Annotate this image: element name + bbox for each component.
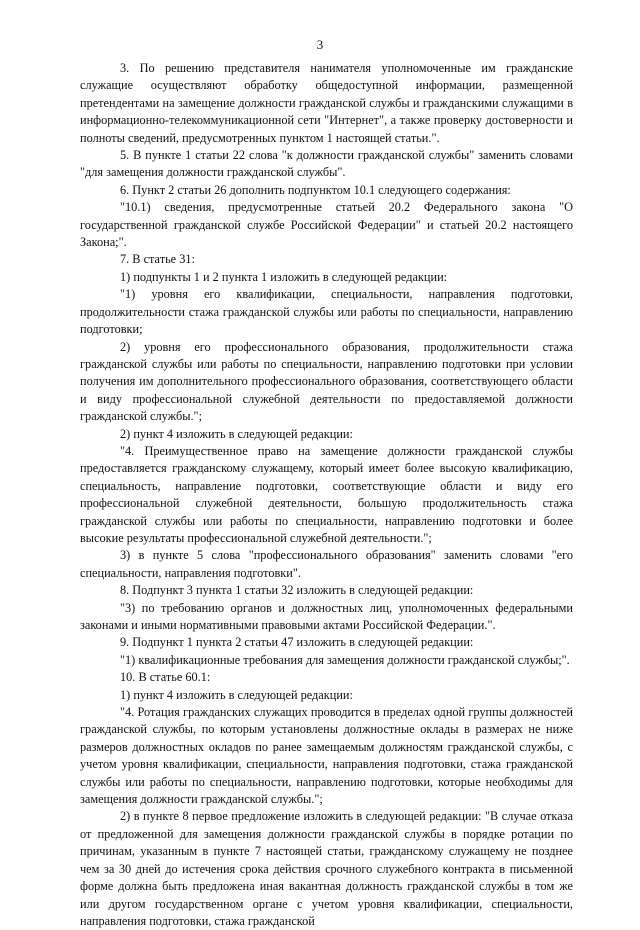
paragraph: "3) по требованию органов и должностных лиц, уполномоченных федеральными законами и иными нормативными правовыми актами Российской Федерации.". bbox=[80, 600, 573, 632]
paragraph: 1) подпункты 1 и 2 пункта 1 изложить в следующей редакции: bbox=[120, 269, 448, 284]
paragraph: 5. В пункте 1 статьи 22 слова "к должности гражданской службы" заменить словами "для замещения должности гражданской службы". bbox=[80, 148, 573, 180]
paragraph: "4. Преимущественное право на замещение должности гражданской службы предоставляется гражданскому служащему, который имеет более высокую квалификацию, специальность, направление подготовки, соответствующие области и виду его профессиональной служебной деятельности, большую продолжительность стажа гражданской службы или работы по специальности, направлению подготовки и более высокие результаты профессиональной служебной деятельности."; bbox=[80, 443, 573, 545]
paragraph: 8. Подпункт 3 пункта 1 статьи 32 изложить в следующей редакции: bbox=[120, 583, 474, 598]
paragraph: 1) пункт 4 изложить в следующей редакции: bbox=[120, 687, 353, 702]
document-body bbox=[80, 60, 573, 930]
paragraph: 3. По решению представителя нанимателя уполномоченные им гражданские служащие осуществляют обработку общедоступной информации, размещенной претендентами на замещение должности гражданской службы и гражданскими служащими в информационно-телекоммуникационной сети "Интернет", а также проверку достоверности и полноты сведений, предусмотренных пунктом 1 настоящей статьи.". bbox=[80, 61, 573, 145]
paragraph: 2) уровня его профессионального образования, продолжительности стажа гражданской службы или работы по специальности, направлению подготовки при условии получения им дополнительного профессионального образования, соответствующего области и виду профессиональной служебной деятельности по предоставляемой должности гражданской службы."; bbox=[80, 339, 573, 424]
paragraph: 10. В статье 60.1: bbox=[120, 670, 211, 685]
paragraph: 6. Пункт 2 статьи 26 дополнить подпунктом 10.1 следующего содержания: bbox=[120, 182, 511, 197]
paragraph: 2) пункт 4 изложить в следующей редакции: bbox=[120, 426, 353, 441]
paragraph: "10.1) сведения, предусмотренные статьей 20.2 Федерального закона "О государственной гражданской службе Российской Федерации" и статьей 20.2 настоящего Закона;". bbox=[80, 200, 573, 250]
page-number: 3 bbox=[316, 37, 324, 52]
paragraph: "1) уровня его квалификации, специальности, направления подготовки, продолжительности стажа гражданской службы или работы по специальности, направлению подготовки; bbox=[80, 287, 573, 337]
paragraph: 7. В статье 31: bbox=[120, 252, 195, 267]
paragraph: 3) в пункте 5 слова "профессионального образования" заменить словами "его специальности, направления подготовки". bbox=[80, 548, 573, 580]
paragraph: 9. Подпункт 1 пункта 2 статьи 47 изложить в следующей редакции: bbox=[120, 635, 474, 650]
paragraph: 2) в пункте 8 первое предложение изложить в следующей редакции: "В случае отказа от предложенной для замещения должности гражданской службы в порядке ротации по причинам, указанным в пункте 7 настоящей статьи, гражданскому служащему не позднее чем за 30 дней до истечения срока действия срочного служебного контракта в письменной форме должна быть предложена иная вакантная должность гражданской службы в том же или другом государственном органе с учетом уровня квалификации, специальности, направления подготовки, стажа гражданской bbox=[80, 809, 573, 928]
paragraph: "1) квалификационные требования для замещения должности гражданской службы;". bbox=[120, 652, 570, 667]
paragraph: "4. Ротация гражданских служащих проводится в пределах одной группы должностей гражданской службы, по которым установлены должностные оклады в размерах не ниже размеров должностных окладов по ранее замещаемым должностям гражданской службы, с учетом уровня квалификации, специальности, направления подготовки, стажа гражданской службы или работы по специальности, направлению подготовки, которые необходимы для замещения должности гражданской службы."; bbox=[80, 705, 573, 807]
